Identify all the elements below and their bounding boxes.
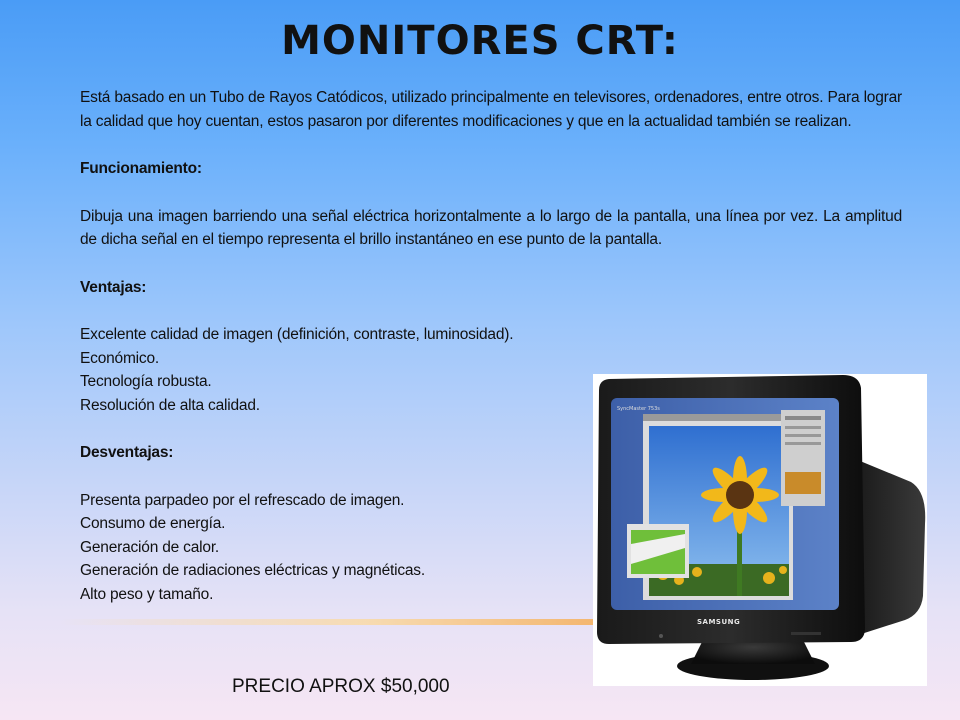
- ventajas-item: Excelente calidad de imagen (definición, contraste, luminosidad).: [80, 326, 514, 343]
- desventajas-item: Generación de radiaciones eléctricas y magnéticas.: [80, 562, 425, 579]
- desventajas-item: Presenta parpadeo por el refrescado de imagen.: [80, 491, 405, 509]
- spacer: [80, 299, 902, 323]
- ventajas-item: Económico.: [80, 349, 159, 367]
- spacer: [80, 252, 902, 276]
- intro-paragraph: Está basado en un Tubo de Rayos Catódicos, utilizado principalmente en televisores, ordenadores, entre otros. Para lograr la calidad que hoy cuentan, estos pasaron por diferentes modificaciones y que en la actualidad también se realizan.: [80, 89, 902, 130]
- funcionamiento-text: Dibuja una imagen barriendo una señal eléctrica horizontalmente a lo largo de la pantalla, una línea por vez. La amplitud de dicha señal en el tiempo representa el brillo instantáneo en ese punto de la pantalla.: [80, 207, 902, 248]
- ventajas-heading: Ventajas:: [80, 278, 147, 296]
- desventajas-item: Consumo de energía.: [80, 515, 226, 532]
- crt-monitor-illustration: [593, 374, 927, 686]
- monitor-brand-label: SAMSUNG: [697, 618, 741, 626]
- price-label: PRECIO APROX $50,000: [232, 676, 450, 697]
- decorative-glow-line: [60, 619, 620, 625]
- desventajas-heading: Desventajas:: [80, 444, 174, 461]
- spacer: [80, 181, 902, 205]
- slide-title: MONITORES CRT:: [281, 18, 679, 64]
- desventajas-item: Alto peso y tamaño.: [80, 585, 214, 603]
- ventajas-item: Resolución de alta calidad.: [80, 396, 260, 414]
- crt-monitor-image: [593, 374, 927, 686]
- monitor-model-label: SyncMaster 753s: [617, 406, 660, 412]
- funcionamiento-heading: Funcionamiento:: [80, 160, 202, 177]
- desventajas-item: Generación de calor.: [80, 538, 220, 556]
- spacer: [80, 133, 902, 157]
- ventajas-item: Tecnología robusta.: [80, 373, 212, 390]
